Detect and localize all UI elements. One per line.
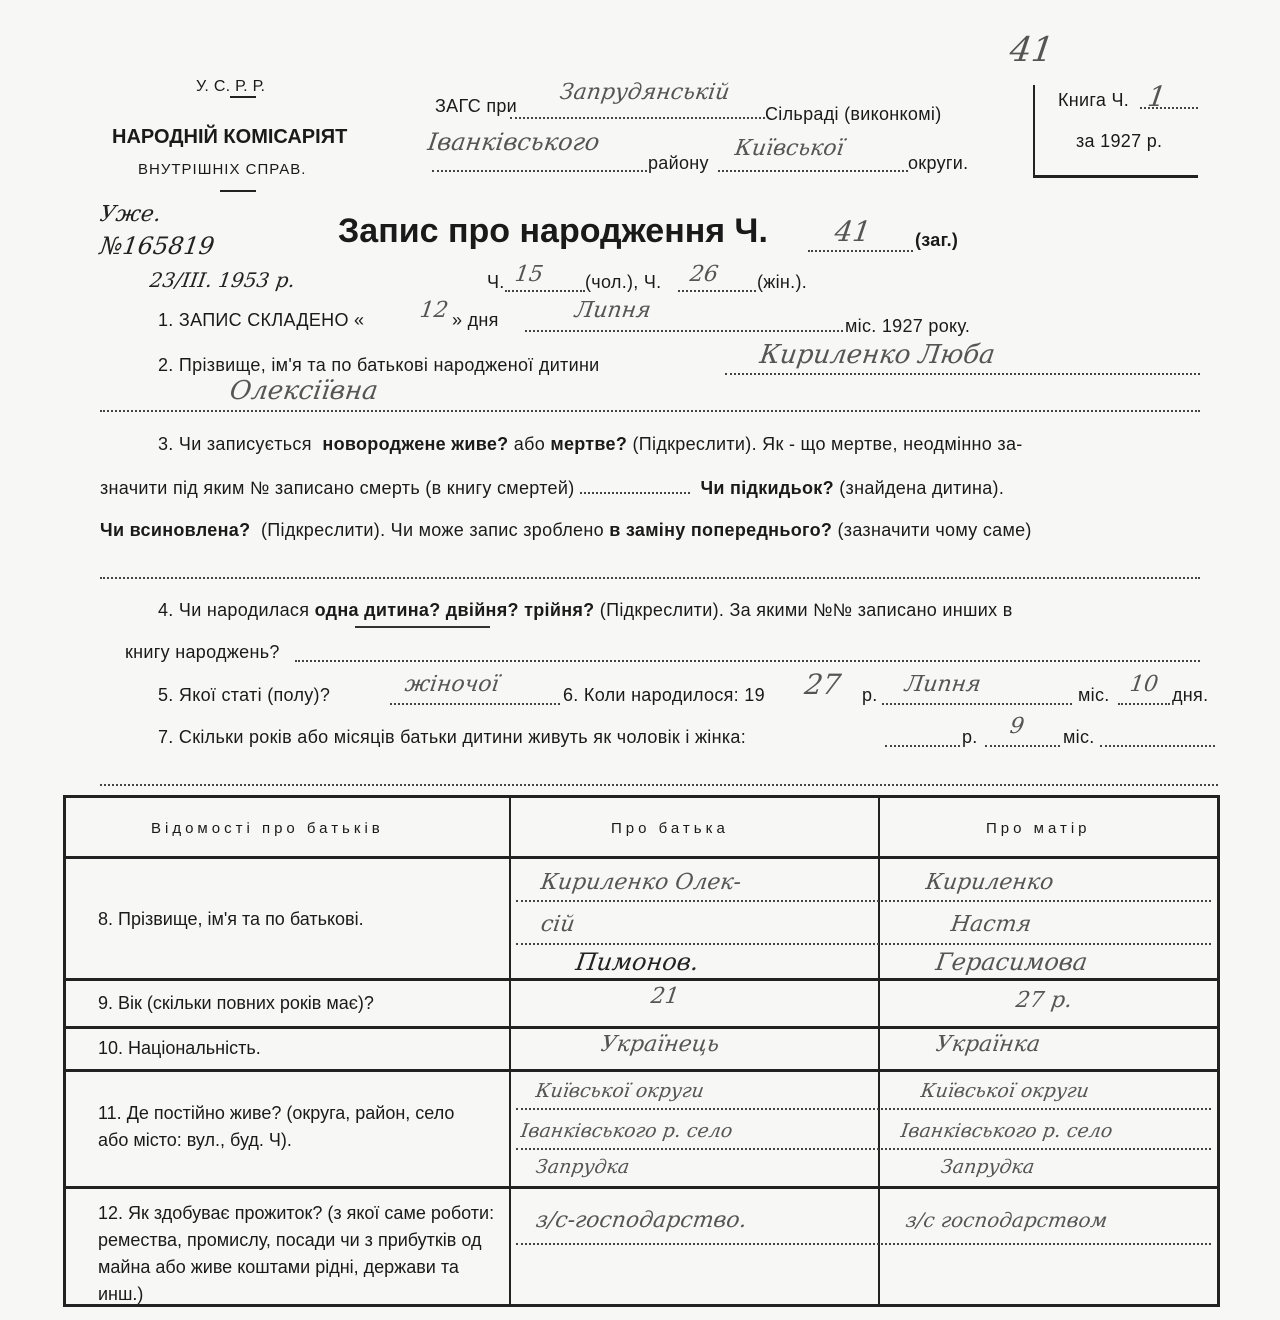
female-count: 26 (688, 262, 720, 287)
row11-label: 11. Де постійно живе? (округа, район, село або місто: вул., буд. Ч). (98, 1103, 455, 1150)
margin-note-line2: №165819 (98, 232, 217, 260)
underline-mark (355, 626, 490, 628)
father-address-1: Київської округи (534, 1080, 706, 1102)
row9-label: 9. Вік (скільки повних років має)? (98, 993, 374, 1013)
book-line (1140, 107, 1198, 109)
book-label: Книга Ч. (1058, 90, 1130, 110)
text: або (513, 434, 546, 454)
item3-line (100, 577, 1200, 579)
birth-month: Липня (903, 672, 983, 697)
row10-label: 10. Національність. (98, 1038, 261, 1058)
item1-label: 1. ЗАПИС СКЛАДЕНО « (158, 310, 365, 330)
item6-month-line (882, 703, 1072, 705)
row-divider (66, 1069, 1217, 1072)
mother-name-1: Кириленко (924, 870, 1056, 895)
okruha-value: Київської (733, 136, 846, 161)
item3-line2 (100, 478, 1004, 499)
item5-line (390, 703, 560, 705)
row12-label: 12. Як здобуває прожиток? (з якої саме роботи: ремества, промислу, посади чи з прибутків од майна або живе коштами рідні, держави та инш.) (98, 1203, 495, 1304)
column-divider (878, 798, 880, 1304)
column-divider (509, 798, 511, 1304)
okruha-label: округи. (908, 153, 969, 173)
item1-month-line (525, 330, 843, 332)
book-year: за 1927 р. (1076, 131, 1163, 151)
commissariat-name: НАРОДНІЙ КОМІСАРІЯТ (112, 126, 348, 148)
item6-day-line (1118, 703, 1170, 705)
mother-nationality: Українка (934, 1032, 1042, 1057)
zags-label: ЗАГС при (435, 96, 518, 116)
item5-label: 5. Якої статі (полу)? (158, 685, 331, 705)
item6-r: р. (862, 685, 878, 705)
sub-line (516, 943, 1211, 945)
father-occupation: з/с-господарство. (534, 1208, 749, 1233)
sub-line (516, 1108, 1211, 1110)
divider (230, 96, 256, 98)
item1-month: Липня (573, 298, 653, 323)
item4-line (295, 660, 1200, 662)
item2-line2 (100, 410, 1200, 412)
silrada-label: Сільраді (виконкомі) (765, 104, 942, 124)
item6-mis: міс. (1078, 685, 1110, 705)
text: в заміну попереднього? (609, 520, 833, 540)
district-line (432, 170, 647, 172)
father-address-3: Запрудка (534, 1156, 631, 1178)
item6-label: 6. Коли народилося: 19 (563, 685, 765, 705)
text: (Підкреслити). Чи може запис зроблено (261, 520, 604, 540)
book-value: 1 (1145, 80, 1169, 113)
mother-name-3: Герасимова (934, 948, 1090, 976)
margin-note-line1: Уже. (98, 202, 163, 227)
corner-mark: 41 (1007, 30, 1057, 70)
item7-mis: міс. (1063, 727, 1095, 747)
male-line (505, 290, 585, 292)
item3-line1 (158, 434, 1023, 455)
female-label: (жін.). (757, 272, 808, 292)
male-count: 15 (513, 262, 545, 287)
mother-occupation: з/с господарством (904, 1208, 1109, 1232)
header-father: Про батька (611, 820, 729, 837)
mother-name-2: Настя (949, 912, 1033, 937)
record-suffix: (заг.) (915, 230, 959, 250)
text: Чи підкидьок? (700, 478, 834, 498)
row8-label: 8. Прізвище, ім'я та по батькові. (98, 909, 364, 929)
record-number: 41 (832, 215, 873, 248)
mother-address-1: Київської округи (919, 1080, 1091, 1102)
item1-tail: міс. 1927 року. (845, 316, 971, 336)
text: (зазначити чому саме) (837, 520, 1032, 540)
text: (Підкреслити). Як - що мертве, неодмінно за- (632, 434, 1023, 454)
parents-table (63, 795, 1220, 1307)
item2-label: 2. Прізвище, ім'я та по батькові народженої дитини (158, 355, 600, 375)
department-name: ВНУТРІШНІХ СПРАВ. (138, 161, 307, 178)
record-number-line (808, 250, 913, 252)
text: 3. Чи записується (158, 434, 312, 454)
text: Чи всиновлена? (100, 520, 251, 540)
district-label: району (648, 153, 709, 173)
father-name-1: Кириленко Олек- (539, 870, 743, 895)
birth-year: 27 (802, 668, 843, 701)
item2-line1 (725, 373, 1200, 375)
child-patronymic: Олексіївна (227, 376, 380, 406)
item7-months-line (985, 745, 1060, 747)
zags-line (510, 117, 765, 119)
sub-line (516, 1148, 1211, 1150)
mother-address-3: Запрудка (939, 1156, 1036, 1178)
item7-label: 7. Скільки років або місяців батьки дитини живуть як чоловік і жінка: (158, 727, 747, 747)
item7-months: 9 (1008, 714, 1026, 739)
father-nationality: Українець (599, 1032, 721, 1057)
text: значити під яким № записано смерть (в книгу смертей) (100, 478, 575, 498)
okruha-line (718, 170, 908, 172)
book-box-border (1033, 175, 1198, 178)
margin-note-line3: 23/III. 1953 р. (148, 268, 297, 292)
father-address-2: Іванківського р. село (519, 1120, 734, 1142)
item4-line2: книгу народжень? (125, 642, 280, 662)
text: новороджене живе? (322, 434, 509, 454)
divider (220, 190, 256, 192)
row-divider (66, 1186, 1217, 1189)
sub-line (516, 1243, 1211, 1245)
item3-line3 (100, 520, 1032, 541)
birth-day: 10 (1128, 672, 1160, 697)
state-name: У. С. Р. Р. (196, 78, 266, 95)
mother-address-2: Іванківського р. село (899, 1120, 1114, 1142)
item7-line-tail (1100, 745, 1215, 747)
item1-day-suffix: » дня (452, 310, 499, 330)
item1-day: 12 (418, 298, 450, 323)
sex-value: жіночої (403, 672, 501, 697)
row-divider (66, 978, 1217, 981)
zags-value: Запрудянській (558, 80, 732, 105)
child-name: Кириленко Люба (757, 340, 997, 370)
item7-r: р. (962, 727, 978, 747)
text: мертве? (550, 434, 628, 454)
item7-line2 (100, 784, 1218, 786)
row-divider (66, 856, 1217, 859)
header-mother: Про матір (986, 820, 1091, 837)
sub-line (516, 900, 1211, 902)
male-label: (чол.), Ч. (585, 272, 662, 292)
item7-years-line (885, 745, 960, 747)
male-count-prefix: Ч. (487, 272, 505, 292)
row-divider (66, 1026, 1217, 1029)
record-title: Запис про народження Ч. (338, 212, 768, 250)
mother-age: 27 р. (1014, 988, 1074, 1013)
item4-line1 (158, 600, 1013, 621)
book-box-border (1033, 85, 1035, 177)
female-line (678, 290, 756, 292)
text: 4. Чи народилася (158, 600, 310, 620)
item6-dnya: дня. (1172, 685, 1209, 705)
father-age: 21 (649, 984, 681, 1009)
district-value: Іванківського (426, 128, 602, 156)
text: (знайдена дитина). (839, 478, 1005, 498)
father-name-3: Пимонов. (574, 948, 701, 976)
text: одна дитина? двійня? трійня? (314, 600, 595, 620)
father-name-2: сій (539, 912, 577, 937)
text: (Підкреслити). За якими №№ записано инших в (599, 600, 1013, 620)
header-info: Відомості про батьків (151, 820, 384, 837)
